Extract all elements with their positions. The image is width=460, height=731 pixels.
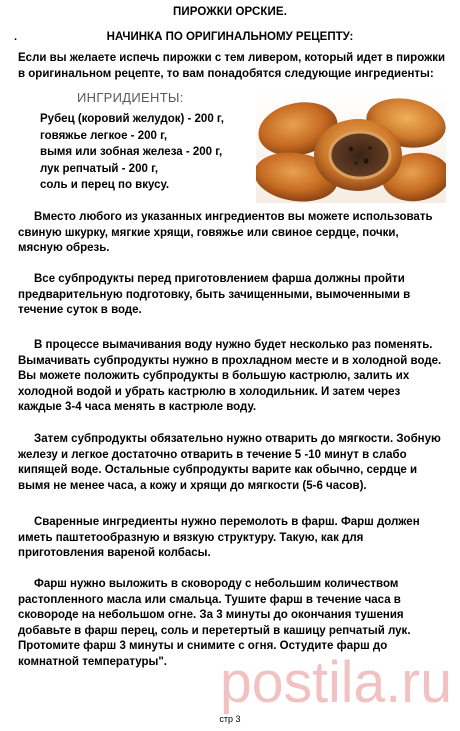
page-number: стр 3 (219, 714, 241, 724)
paragraph: Все субпродукты перед приготовлением фарша должны пройти предварительную подготовку, быть зачищенными, вымоченными в течение суток в воде. (18, 273, 411, 316)
paragraph: Сваренные ингредиенты нужно перемолоть в фарш. Фарш должен иметь паштетообразную и вязкую структуру. Такую, как для приготовления вареной колбасы. (18, 516, 420, 559)
ingredient-item: Рубец (коровий желудок) - 200 г, (40, 113, 224, 125)
ingredients-heading: ИНГРИДИЕНТЫ: (77, 90, 184, 105)
ingredient-item: говяжье легкое - 200 г, (40, 129, 168, 142)
paragraph: Фарш нужно выложить в сковороду с небольшим количеством растопленного масла или смальца. Тушите фарш в течение часа в сковороде на небольшом огне. За 3 минуты до окончания тушения добавьте в фарш перец, соль и перетертый в кашицу репчатый лук. Протомите фарш 3 минуты и снимите с огня. Остудите фарш до комнатной температуры". (18, 578, 411, 668)
ingredients-list (40, 111, 270, 194)
paragraph: Вместо любого из указанных ингредиентов вы можете использовать свиную шкурку, мягкие хрящи, говяжье или свиное сердце, почки, мясную обрезь. (18, 211, 433, 254)
pirozhki-photo (256, 91, 446, 203)
watermark-text: postila.ru (220, 650, 452, 715)
section-subtitle: НАЧИНКА ПО ОРИГИНАЛЬНОМУ РЕЦЕПТУ: (106, 31, 354, 43)
ingredient-item: соль и перец по вкусу. (40, 179, 170, 191)
ingredient-item: лук репчатый - 200 г, (40, 162, 159, 175)
paragraph: Затем субпродукты обязательно нужно отварить до мягкости. Зобную железу и легкое достаточно отварить в течение 5 -10 минут в слабо кипящей воде. Остальные субпродукты варите как обычно, сердце и вымя не менее часа, а кожу и хрящи до мягкости (5-6 часов). (18, 433, 441, 492)
ingredient-item: вымя или зобная железа - 200 г, (40, 146, 223, 158)
paragraph: В процессе вымачивания воду нужно будет несколько раз поменять. Вымачивать субпродукты нужно в прохладном месте и в холодной воде. Вы можете положить субпродукты в большую кастрюлю, залить их холодной водой и убрать кастрюлю в холодильник. И затем через каждые 3-4 часа менять в кастрюле воду. (18, 339, 442, 413)
intro-paragraph: Если вы желаете испечь пирожки с тем ливером, который идет в пирожки в оригинальном рецепте, то вам понадобятся следующие ингредиенты: (18, 52, 446, 80)
postila-watermark (214, 636, 454, 718)
page-title: ПИРОЖКИ ОРСКИЕ. (172, 6, 287, 18)
bullet-dot: . (14, 31, 18, 43)
